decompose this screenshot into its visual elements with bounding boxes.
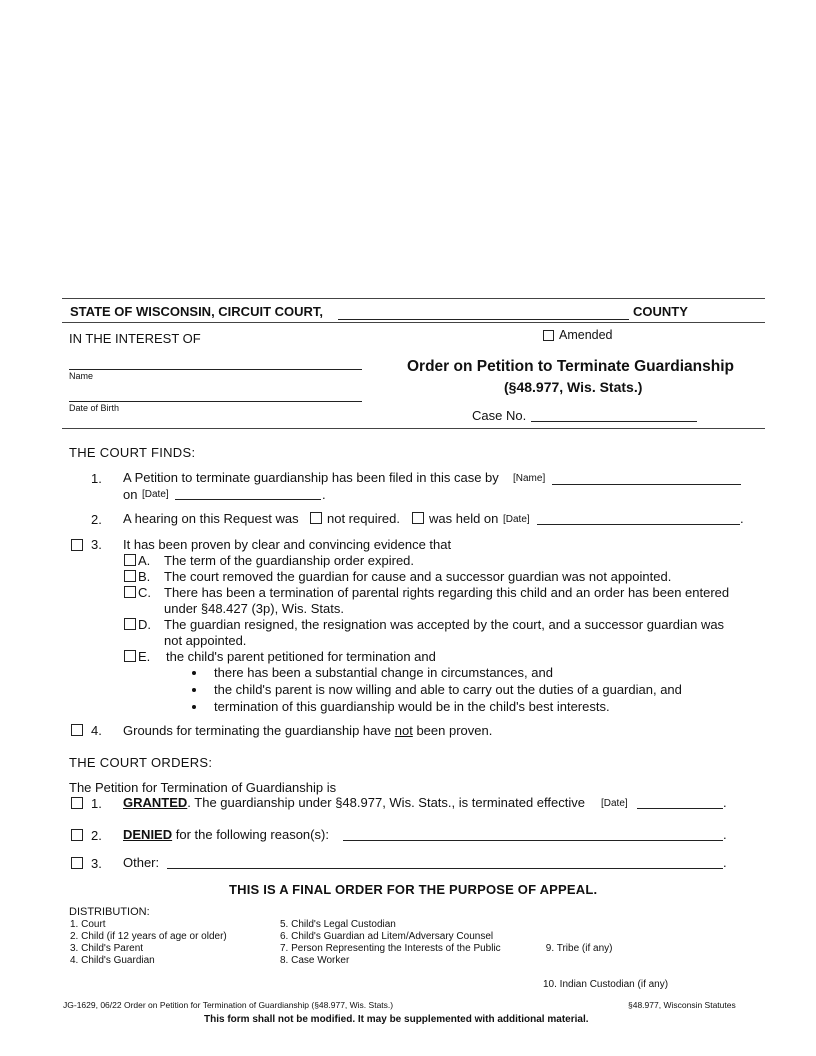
distribution-column-2 (280, 919, 501, 967)
county-field[interactable] (338, 319, 629, 320)
order-1-end: . (723, 795, 727, 810)
order-1-date-tag: [Date] (601, 798, 628, 809)
effective-date-field[interactable] (637, 808, 723, 809)
finding-3e-text: the child's parent petitioned for termination and (166, 649, 436, 664)
granted-keyword: GRANTED (123, 795, 188, 810)
name-label: Name (69, 371, 94, 381)
finding-3-text: It has been proven by clear and convincing evidence that (123, 537, 452, 552)
form-title: Order on Petition to Terminate Guardianship (407, 358, 734, 375)
in-interest-of-label: IN THE INTEREST OF (69, 331, 201, 346)
finding-3b-checkbox[interactable] (124, 570, 136, 582)
finding-3c-letter: C. (138, 585, 151, 600)
finding-3d-text-line1: The guardian resigned, the resignation was accepted by the court, and a successor guardian was (164, 617, 725, 632)
finding-3d-checkbox[interactable] (124, 618, 136, 630)
case-no-label: Case No. (472, 408, 527, 423)
finding-3-checkbox[interactable] (71, 539, 83, 551)
statutes-reference: §48.977, Wisconsin Statutes (628, 1000, 736, 1010)
hearing-held-label: was held on (429, 511, 499, 526)
dob-field[interactable] (69, 401, 362, 402)
finding-1-on: on (123, 487, 138, 502)
state-court-label: STATE OF WISCONSIN, CIRCUIT COURT, (70, 304, 324, 319)
order-1-number: 1. (91, 796, 102, 811)
finding-3e-bullet-1: there has been a substantial change in circumstances, and (214, 665, 553, 680)
form-statute: (§48.977, Wis. Stats.) (504, 379, 643, 395)
order-2-text (123, 827, 329, 842)
finding-3e-letter: E. (138, 649, 151, 664)
petitioner-name-field[interactable] (552, 484, 741, 485)
distribution-item: 7. Person Representing the Interests of the Public (280, 943, 501, 954)
amended-checkbox[interactable] (543, 330, 554, 341)
finding-1-end: . (322, 487, 326, 502)
finding-3b-letter: B. (138, 569, 151, 584)
distribution-column-3 (543, 919, 668, 1003)
modification-notice: This form shall not be modified. It may be supplemented with additional material. (204, 1014, 589, 1025)
hearing-held-checkbox[interactable] (412, 512, 424, 524)
finding-3e-bullet-3: termination of this guardianship would be in the child's best interests. (214, 699, 610, 714)
finding-3e-checkbox[interactable] (124, 650, 136, 662)
form-id: JG-1629, 06/22 Order on Petition for Termination of Guardianship (§48.977, Wis. Stats.) (63, 1000, 394, 1010)
hearing-not-required-checkbox[interactable] (310, 512, 322, 524)
finding-4-not: not (394, 723, 413, 738)
order-other-checkbox[interactable] (71, 857, 83, 869)
finding-4-text-after: been proven. (416, 723, 493, 738)
finding-2-date-tag: [Date] (503, 514, 530, 525)
order-granted-checkbox[interactable] (71, 797, 83, 809)
finding-2-end: . (740, 511, 744, 526)
order-1-description: . The guardianship under §48.977, Wis. Stats., is terminated effective (187, 795, 585, 810)
distribution-item: 8. Case Worker (280, 955, 350, 966)
finding-3c-checkbox[interactable] (124, 586, 136, 598)
other-order-field[interactable] (167, 868, 723, 869)
bullet-icon (192, 705, 196, 709)
finding-3d-letter: D. (138, 617, 151, 632)
order-2-description: for the following reason(s): (175, 827, 329, 842)
finding-4-number: 4. (91, 723, 102, 738)
distribution-column-1 (70, 919, 227, 967)
distribution-item: 10. Indian Custodian (if any) (543, 979, 669, 990)
distribution-label: DISTRIBUTION: (69, 906, 150, 918)
distribution-item: 3. Child's Parent (70, 943, 144, 954)
header-top-rule (62, 298, 765, 299)
finding-4-checkbox[interactable] (71, 724, 83, 736)
distribution-item: 2. Child (if 12 years of age or older) (70, 931, 227, 942)
finding-3a-letter: A. (138, 553, 151, 568)
finding-4-text (123, 723, 492, 738)
finding-1-number: 1. (91, 471, 102, 486)
finding-2-number: 2. (91, 512, 102, 527)
hearing-not-required-label: not required. (327, 511, 400, 526)
finding-3e-bullet-2: the child's parent is now willing and able to carry out the duties of a guardian, and (214, 682, 682, 697)
order-2-end: . (723, 827, 727, 842)
name-field[interactable] (69, 369, 362, 370)
denial-reason-field[interactable] (343, 840, 723, 841)
bullet-icon (192, 688, 196, 692)
finding-1-text: A Petition to terminate guardianship has been filed in this case by (123, 470, 499, 485)
finding-3b-text: The court removed the guardian for cause and a successor guardian was not appointed. (164, 569, 672, 584)
final-order-notice: THIS IS A FINAL ORDER FOR THE PURPOSE OF APPEAL. (229, 882, 598, 897)
findings-heading: THE COURT FINDS: (69, 445, 196, 460)
finding-3-number: 3. (91, 537, 102, 552)
finding-3a-checkbox[interactable] (124, 554, 136, 566)
petition-date-field[interactable] (175, 499, 321, 500)
county-label: COUNTY (633, 304, 688, 319)
finding-2-text: A hearing on this Request was (123, 511, 299, 526)
distribution-item: 6. Child's Guardian ad Litem/Adversary Counsel (280, 931, 494, 942)
order-denied-checkbox[interactable] (71, 829, 83, 841)
order-3-text: Other: (123, 855, 160, 870)
denied-keyword: DENIED (123, 827, 173, 842)
order-2-number: 2. (91, 828, 102, 843)
header-rule-2 (62, 322, 765, 323)
finding-4-text-before: Grounds for terminating the guardianship have (123, 723, 392, 738)
finding-3c-text-line1: There has been a termination of parental rights regarding this child and an order has been entered (164, 585, 730, 600)
hearing-date-field[interactable] (537, 524, 740, 525)
finding-3c-text-line2: under §48.427 (3p), Wis. Stats. (164, 601, 344, 616)
finding-1-name-tag: [Name] (513, 473, 546, 484)
order-3-end: . (723, 855, 727, 870)
distribution-item: 9. Tribe (if any) (543, 943, 613, 954)
finding-3d-text-line2: not appointed. (164, 633, 247, 648)
amended-label: Amended (559, 328, 613, 342)
order-1-text (123, 795, 585, 810)
bullet-icon (192, 671, 196, 675)
case-no-field[interactable] (531, 421, 697, 422)
distribution-item: 1. Court (70, 919, 106, 930)
finding-1-date-tag: [Date] (142, 489, 169, 500)
orders-heading: THE COURT ORDERS: (69, 755, 213, 770)
header-bottom-rule (62, 428, 765, 429)
distribution-item: 4. Child's Guardian (70, 955, 155, 966)
orders-intro: The Petition for Termination of Guardianship is (69, 780, 337, 795)
distribution-item: 5. Child's Legal Custodian (280, 919, 396, 930)
finding-3a-text: The term of the guardianship order expired. (164, 553, 415, 568)
dob-label: Date of Birth (69, 403, 120, 413)
order-3-number: 3. (91, 856, 102, 871)
